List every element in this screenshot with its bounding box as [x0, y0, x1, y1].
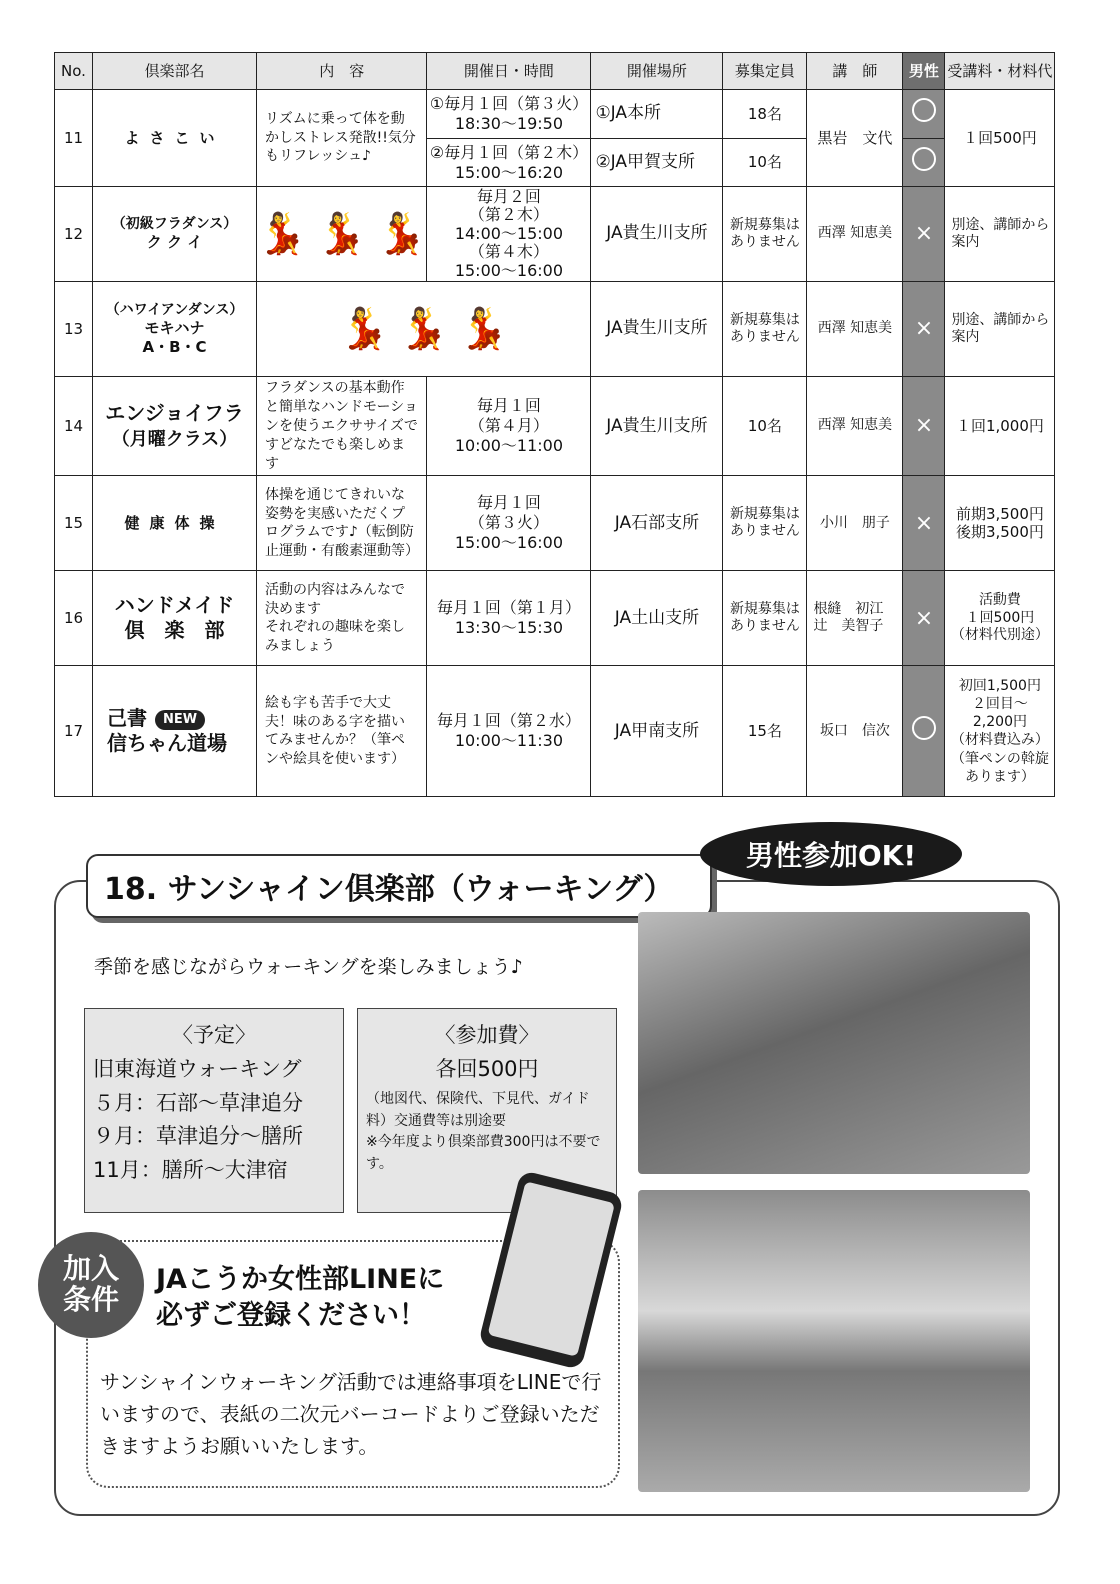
- line-register-heading: JAこうか女性部LINEに 必ずご登録ください！: [156, 1264, 445, 1332]
- section-title: 18. サンシャイン倶楽部（ウォーキング）: [104, 872, 674, 907]
- row-no: 15: [55, 476, 93, 571]
- club-teacher: 西澤 知恵美: [807, 377, 903, 476]
- club-teacher: 小川 朋子: [807, 476, 903, 571]
- male-ok-mark: [903, 666, 945, 797]
- header-club-name: 倶楽部名: [93, 53, 257, 90]
- club-desc: 絵も字も苦手で大丈夫！味のある字を描いてみませんか？（筆ペンや絵具を使います）: [257, 666, 427, 797]
- male-ng-mark: ×: [903, 187, 945, 282]
- fee-note: ※今年度より倶楽部費300円は不要です。: [366, 1134, 601, 1173]
- club-place: JA貴生川支所: [591, 187, 723, 282]
- club-capacity: 10名: [723, 139, 807, 187]
- row-no: 12: [55, 187, 93, 282]
- hula-illustration: 💃 💃 💃: [257, 187, 427, 282]
- plan-line: 旧東海道ウォーキング: [93, 1057, 302, 1081]
- club-teacher: 西澤 知恵美: [807, 187, 903, 282]
- walking-photo-2: [638, 1190, 1030, 1492]
- male-ok-mark: [903, 139, 945, 187]
- row-no: 11: [55, 90, 93, 187]
- club-fee: 別途、講師から案内: [945, 187, 1055, 282]
- join-condition-badge: 加入 条件: [38, 1232, 144, 1338]
- club-fee: 活動費 １回500円 （材料代別途）: [945, 571, 1055, 666]
- club-place: ①JA本所: [591, 90, 723, 139]
- male-ng-mark: ×: [903, 571, 945, 666]
- club-date: ①毎月１回（第３火） 18:30〜19:50: [427, 90, 591, 139]
- club-fee: １回500円: [945, 90, 1055, 187]
- table-row: [55, 90, 1055, 139]
- male-ng-mark: ×: [903, 476, 945, 571]
- club-name: （初級フラダンス） ク ク イ: [93, 187, 257, 282]
- male-ok-mark: [903, 90, 945, 139]
- lead-text: 季節を感じながらウォーキングを楽しみましょう♪: [94, 956, 523, 978]
- header-date: 開催日・時間: [427, 53, 591, 90]
- new-badge: NEW: [155, 710, 205, 730]
- club-teacher: 根縫 初江 辻 美智子: [807, 571, 903, 666]
- male-ng-mark: ×: [903, 282, 945, 377]
- club-fee: 別途、講師から案内: [945, 282, 1055, 377]
- hula-illustration: 💃 💃 💃: [257, 282, 591, 377]
- fee-note: （地図代、保険代、下見代、ガイド料）交通費等は別途要: [366, 1091, 590, 1129]
- club-place: JA甲南支所: [591, 666, 723, 797]
- male-ok-bubble: 男性参加OK!: [700, 822, 962, 886]
- row-no: 17: [55, 666, 93, 797]
- club-teacher: 西澤 知恵美: [807, 282, 903, 377]
- table-row: [55, 187, 1055, 282]
- plan-heading: 〈予定〉: [172, 1023, 256, 1047]
- table-header-row: [55, 53, 1055, 90]
- table-row: [55, 666, 1055, 797]
- club-capacity: 新規募集は ありません: [723, 571, 807, 666]
- club-date: 毎月１回（第２水） 10:00〜11:30: [427, 666, 591, 797]
- club-name: ハンドメイド 倶 楽 部: [93, 571, 257, 666]
- club-place: JA貴生川支所: [591, 282, 723, 377]
- club-capacity: 18名: [723, 90, 807, 139]
- club-date: 毎月２回 （第２木） 14:00〜15:00 （第４木） 15:00〜16:00: [427, 187, 591, 282]
- section-title-box: [86, 854, 712, 918]
- club-name: 健康体操: [93, 476, 257, 571]
- header-no: No.: [55, 53, 93, 90]
- club-date: 毎月１回 （第３火） 15:00〜16:00: [427, 476, 591, 571]
- club-teacher: 坂口 信次: [807, 666, 903, 797]
- club-date: 毎月１回（第１月） 13:30〜15:30: [427, 571, 591, 666]
- club-capacity: 新規募集は ありません: [723, 187, 807, 282]
- table-row: [55, 476, 1055, 571]
- club-fee: 初回1,500円 ２回目〜 2,200円 （材料費込み） （筆ペンの斡旋あります）: [945, 666, 1055, 797]
- club-date: ②毎月１回（第２木） 15:00〜16:20: [427, 139, 591, 187]
- walking-photo-1: [638, 912, 1030, 1174]
- row-no: 16: [55, 571, 93, 666]
- club-name: エンジョイフラ （月曜クラス）: [93, 377, 257, 476]
- header-teacher: 講 師: [807, 53, 903, 90]
- club-teacher: 黒岩 文代: [807, 90, 903, 187]
- header-content: 内 容: [257, 53, 427, 90]
- table-row: [55, 571, 1055, 666]
- club-place: ②JA甲賀支所: [591, 139, 723, 187]
- club-desc: リズムに乗って体を動かしストレス発散!!気分もリフレッシュ♪: [257, 90, 427, 187]
- club-place: JA石部支所: [591, 476, 723, 571]
- club-name: よさこい: [93, 90, 257, 187]
- table-row: [55, 377, 1055, 476]
- plan-line: 11月：膳所〜大津宿: [93, 1157, 288, 1182]
- club-place: JA貴生川支所: [591, 377, 723, 476]
- club-name: 己書 NEW 信ちゃん道場: [93, 666, 257, 797]
- club-capacity: 新規募集は ありません: [723, 476, 807, 571]
- plan-line: ５月：石部〜草津追分: [93, 1090, 303, 1115]
- club-desc: フラダンスの基本動作と簡単なハンドモーションを使うエクササイズですどなたでも楽しめます: [257, 377, 427, 476]
- club-fee: １回1,000円: [945, 377, 1055, 476]
- club-capacity: 15名: [723, 666, 807, 797]
- header-capacity: 募集定員: [723, 53, 807, 90]
- fee-heading: 〈参加費〉: [434, 1023, 540, 1047]
- fee-box: [357, 1008, 617, 1213]
- line-register-body: サンシャインウォーキング活動では連絡事項をLINEで行いますので、表紙の二次元バーコードよりご登録いただきますようお願いいたします。: [100, 1370, 602, 1458]
- club-desc: 体操を通じてきれいな姿勢を実感いただくプログラムです♪（転倒防止運動・有酸素運動等）: [257, 476, 427, 571]
- male-ng-mark: ×: [903, 377, 945, 476]
- club-table: [54, 52, 1055, 797]
- header-fee: 受講料・材料代: [945, 53, 1055, 90]
- club-desc: 活動の内容はみんなで決めます それぞれの趣味を楽しみましょう: [257, 571, 427, 666]
- plan-box: [84, 1008, 344, 1213]
- table-row: [55, 282, 1055, 377]
- club-name: （ハワイアンダンス） モキハナ A・B・C: [93, 282, 257, 377]
- header-male: 男性: [903, 53, 945, 90]
- club-place: JA土山支所: [591, 571, 723, 666]
- plan-line: ９月：草津追分〜膳所: [93, 1124, 303, 1149]
- fee-value: 各回500円: [435, 1057, 539, 1081]
- club-fee: 前期3,500円 後期3,500円: [945, 476, 1055, 571]
- club-capacity: 新規募集は ありません: [723, 282, 807, 377]
- row-no: 13: [55, 282, 93, 377]
- club-date: 毎月１回 （第４月） 10:00〜11:00: [427, 377, 591, 476]
- row-no: 14: [55, 377, 93, 476]
- header-place: 開催場所: [591, 53, 723, 90]
- club-capacity: 10名: [723, 377, 807, 476]
